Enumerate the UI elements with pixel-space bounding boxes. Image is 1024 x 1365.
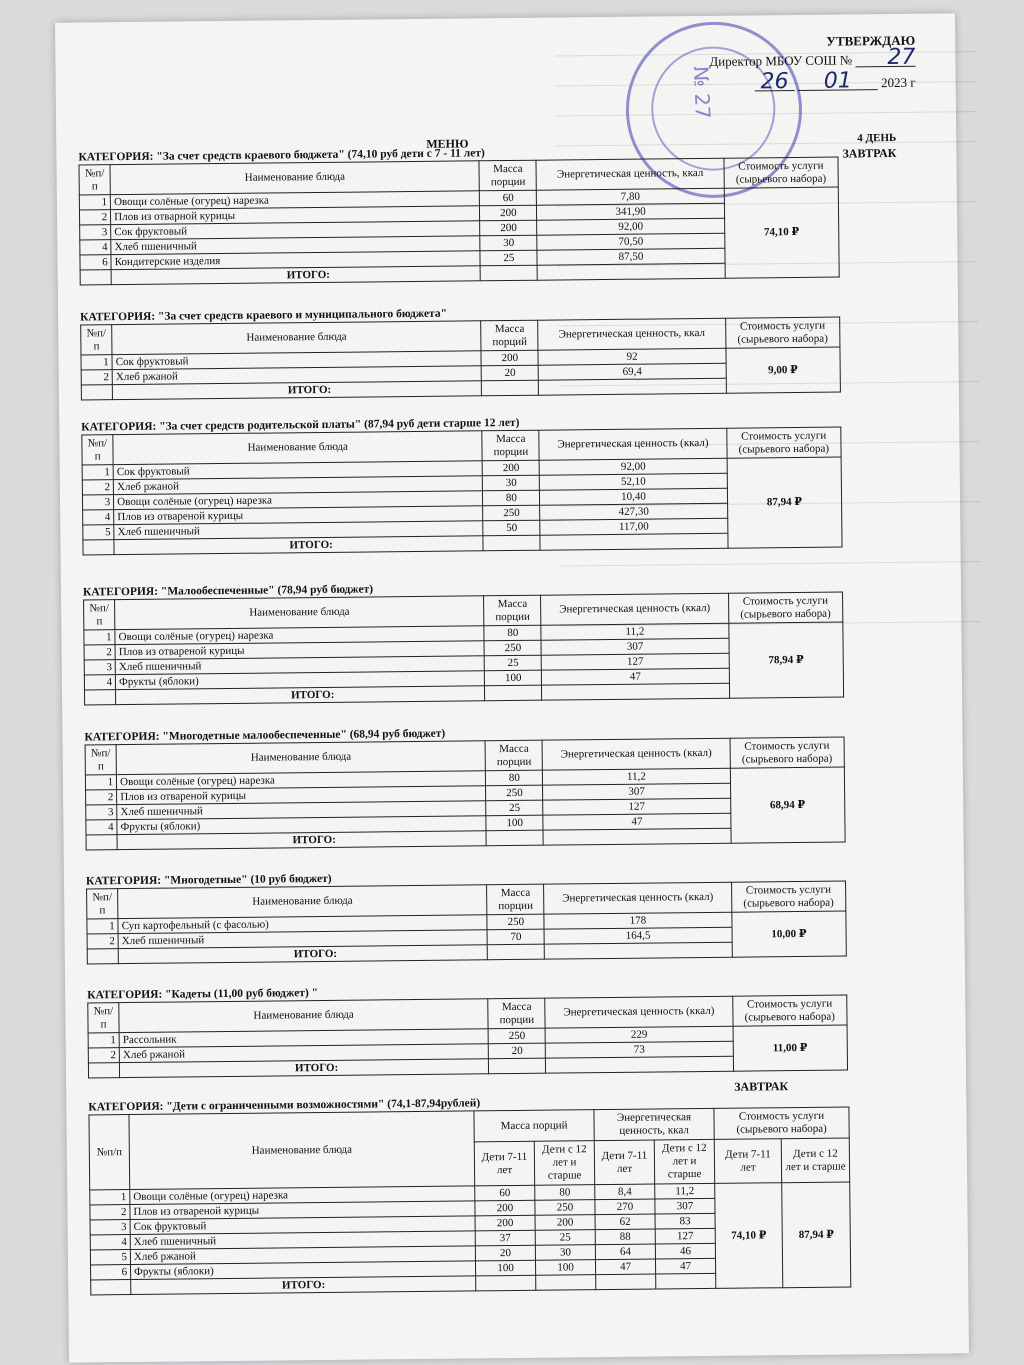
energy-value: 92,00 — [540, 458, 727, 475]
day-label: 4 ДЕНЬ — [857, 131, 897, 145]
row-number: 4 — [83, 510, 114, 525]
section-title: КАТЕГОРИЯ: "За счет средств краевого и муниципального бюджета" — [80, 307, 448, 324]
col-energy: Энергетическая ценность, ккал — [594, 1108, 714, 1140]
service-cost: 9,00 ₽ — [726, 347, 841, 393]
col-energy: Энергетическая ценность, ккал — [538, 318, 725, 350]
dish-name: Хлеб пшеничный — [115, 656, 484, 675]
row-number: 5 — [83, 525, 114, 540]
col-num: №п/п — [84, 600, 115, 630]
service-cost: 74,10 ₽ — [724, 187, 839, 278]
energy-age1: 47 — [595, 1259, 655, 1275]
total-label: ИТОГО: — [117, 831, 486, 850]
approval-director-label: Директор МБОУ СОШ № — [709, 52, 853, 69]
row-number: 2 — [81, 370, 112, 385]
col-energy: Энергетическая ценность (ккал) — [543, 738, 730, 770]
energy-age2: 307 — [655, 1198, 715, 1214]
row-number: 6 — [91, 1265, 131, 1280]
row-number: 1 — [82, 465, 113, 480]
portion-mass: 100 — [485, 670, 542, 686]
row-number: 1 — [85, 775, 116, 790]
row-number: 3 — [90, 1220, 130, 1235]
dish-name: Плов из отварной курицы — [111, 206, 480, 225]
portion-mass: 25 — [480, 250, 537, 266]
row-number: 2 — [88, 1048, 119, 1063]
portion-mass: 250 — [483, 505, 540, 521]
total-label: ИТОГО: — [131, 1276, 476, 1295]
col-name: Наименование блюда — [115, 596, 484, 630]
col-name: Наименование блюда — [129, 1111, 475, 1190]
approval-block — [709, 32, 916, 93]
dish-name: Хлеб пшеничный — [118, 930, 487, 949]
col-energy: Энергетическая ценность (ккал) — [539, 428, 726, 460]
row-number: 3 — [82, 495, 113, 510]
col-mass: Масса порции — [488, 998, 545, 1029]
portion-mass: 100 — [486, 815, 543, 831]
energy-value: 47 — [542, 668, 729, 685]
col-mass: Масса порции — [479, 160, 536, 191]
mass-age1: 200 — [475, 1215, 535, 1231]
menu-section — [83, 578, 844, 706]
col-cost: Стоимость услуги (сырьевого набора) — [725, 317, 840, 348]
energy-value: 69,4 — [539, 363, 726, 380]
portion-mass: 25 — [486, 800, 543, 816]
dish-name: Овощи солёные (огурец) нарезка — [114, 491, 483, 510]
energy-value: 117,00 — [540, 518, 727, 535]
total-label: ИТОГО: — [116, 686, 485, 705]
dish-name: Фрукты (яблоки) — [117, 816, 486, 835]
energy-value: 229 — [546, 1026, 733, 1043]
dish-name: Плов из отвареной курицы — [114, 506, 483, 525]
col-mass: Масса порций — [474, 1110, 594, 1142]
dish-name: Плов из отвареной курицы — [117, 786, 486, 805]
menu-table — [85, 737, 846, 851]
col-mass: Масса порции — [485, 740, 542, 771]
row-number: 4 — [84, 675, 115, 690]
row-number: 4 — [90, 1235, 130, 1250]
row-number: 2 — [86, 790, 117, 805]
dish-name: Рассольник — [119, 1029, 488, 1048]
service-cost: 87,94 ₽ — [727, 457, 842, 548]
menu-section — [80, 303, 841, 401]
menu-section — [86, 867, 847, 965]
school-number: 27 — [855, 49, 915, 68]
energy-age2: 127 — [655, 1228, 715, 1244]
mass-age2: 80 — [535, 1185, 595, 1201]
section-title: КАТЕГОРИЯ: "Многодетные" (10 руб бюджет) — [85, 872, 332, 888]
section-title: КАТЕГОРИЯ: "За счет средств родительской платы" (87,94 руб дети старше 12 лет) — [81, 416, 520, 434]
col-mass: Масса порции — [482, 430, 539, 461]
row-number: 1 — [81, 355, 112, 370]
portion-mass: 250 — [486, 785, 543, 801]
col-age1: Дети 7-11 лет — [714, 1139, 781, 1184]
energy-value: 11,2 — [541, 623, 728, 640]
portion-mass: 80 — [486, 770, 543, 786]
dish-name: Хлеб пшеничный — [117, 801, 486, 820]
row-number: 1 — [84, 630, 115, 645]
menu-table — [78, 157, 839, 286]
date-day: 26 — [754, 73, 794, 91]
portion-mass: 20 — [489, 1043, 546, 1059]
energy-age1: 88 — [595, 1229, 655, 1245]
mass-age1: 20 — [475, 1245, 535, 1261]
row-number: 2 — [87, 934, 118, 949]
energy-value: 127 — [543, 798, 730, 815]
portion-mass: 200 — [480, 205, 537, 221]
col-name: Наименование блюда — [118, 885, 487, 919]
row-number: 3 — [84, 660, 115, 675]
portion-mass: 200 — [480, 220, 537, 236]
menu-table — [87, 995, 848, 1079]
energy-value: 47 — [543, 813, 730, 830]
dish-name: Овощи солёные (огурец) нарезка — [117, 771, 486, 790]
energy-value: 11,2 — [543, 768, 730, 785]
dish-name: Овощи солёные (огурец) нарезка — [130, 1186, 475, 1205]
energy-age1: 270 — [595, 1199, 655, 1215]
dish-name: Фрукты (яблоки) — [131, 1261, 476, 1280]
row-number: 1 — [79, 195, 110, 210]
col-age2: Дети с 12 лет и старше — [534, 1141, 594, 1186]
stamp-text: № 27 — [688, 65, 716, 120]
portion-mass: 30 — [480, 235, 537, 251]
approval-title: УТВЕРЖДАЮ — [826, 32, 916, 49]
menu-table — [80, 317, 841, 401]
row-number: 4 — [86, 820, 117, 835]
portion-mass: 30 — [483, 475, 540, 491]
col-age2: Дети с 12 лет и старше — [781, 1138, 849, 1183]
date-month: 01 — [798, 72, 878, 91]
energy-value: 307 — [541, 638, 728, 655]
mass-age2: 30 — [535, 1245, 595, 1261]
mass-age2: 100 — [535, 1260, 595, 1276]
row-number: 1 — [88, 1033, 119, 1048]
energy-value: 341,90 — [537, 203, 724, 220]
service-cost: 78,94 ₽ — [728, 622, 843, 698]
section-title: КАТЕГОРИЯ: "Кадеты (11,00 руб бюджет) " — [87, 987, 319, 1002]
energy-age2: 11,2 — [655, 1183, 715, 1199]
portion-mass: 80 — [483, 490, 540, 506]
mass-age1: 100 — [475, 1260, 535, 1276]
row-number: 3 — [80, 225, 111, 240]
mass-age1: 60 — [475, 1185, 535, 1201]
last-meal-label: ЗАВТРАК — [734, 1079, 789, 1094]
row-number: 2 — [90, 1205, 130, 1220]
energy-value: 178 — [544, 912, 731, 929]
portion-mass: 70 — [487, 929, 544, 945]
dish-name: Сок фруктовый — [111, 221, 480, 240]
col-num: №п/п — [82, 435, 113, 465]
col-mass: Масса порций — [481, 320, 538, 351]
total-label: ИТОГО: — [112, 381, 481, 400]
col-age2: Дети с 12 лет и старше — [654, 1139, 714, 1184]
dish-name: Хлеб ржаной — [113, 476, 482, 495]
dish-name: Хлеб пшеничный — [130, 1231, 475, 1250]
dish-name: Сок фруктовый — [130, 1216, 475, 1235]
portion-mass: 200 — [481, 350, 538, 366]
energy-value: 127 — [542, 653, 729, 670]
total-label: ИТОГО: — [111, 266, 480, 285]
portion-mass: 60 — [480, 190, 537, 206]
energy-value: 73 — [546, 1041, 733, 1058]
menu-table — [81, 427, 842, 556]
total-label: ИТОГО: — [118, 945, 487, 964]
portion-mass: 250 — [484, 640, 541, 656]
energy-age1: 8,4 — [595, 1184, 655, 1200]
col-age1: Дети 7-11 лет — [594, 1140, 654, 1185]
energy-age1: 64 — [595, 1244, 655, 1260]
col-cost: Стоимость услуги (сырьевого набора) — [730, 737, 845, 768]
row-number: 1 — [90, 1190, 130, 1205]
dish-name: Хлеб ржаной — [119, 1044, 488, 1063]
col-name: Наименование блюда — [116, 741, 485, 775]
dish-name: Хлеб ржаной — [112, 366, 481, 385]
col-cost: Стоимость услуги (сырьевого набора) — [732, 995, 847, 1026]
col-name: Наименование блюда — [112, 321, 481, 355]
row-number: 3 — [86, 805, 117, 820]
dish-name: Суп картофельный (с фасолью) — [118, 915, 487, 934]
col-cost: Стоимость услуги (сырьевого набора) — [726, 427, 841, 458]
energy-value: 92 — [538, 348, 725, 365]
date-year: 2023 г — [881, 74, 916, 91]
col-num: №п/п — [79, 165, 110, 195]
energy-age2: 46 — [655, 1243, 715, 1259]
col-energy: Энергетическая ценность (ккал) — [545, 996, 732, 1028]
col-mass: Масса порции — [484, 595, 541, 626]
dish-name: Фрукты (яблоки) — [116, 671, 485, 690]
portion-mass: 25 — [484, 655, 541, 671]
section-title: КАТЕГОРИЯ: "Малообеспеченные" (78,94 руб бюджет) — [82, 583, 374, 599]
row-number: 1 — [87, 919, 118, 934]
total-label: ИТОГО: — [114, 536, 483, 555]
service-cost-age2: 87,94 ₽ — [782, 1182, 851, 1288]
energy-value: 87,50 — [537, 248, 724, 265]
col-energy: Энергетическая ценность, ккал — [536, 158, 723, 190]
section-title: КАТЕГОРИЯ: "Многодетные малообеспеченные" (68,94 руб бюджет) — [84, 727, 446, 744]
dish-name: Сок фруктовый — [113, 461, 482, 480]
service-cost: 68,94 ₽ — [730, 767, 845, 843]
dish-name: Плов из отвареной курицы — [130, 1201, 475, 1220]
row-number: 5 — [90, 1250, 130, 1265]
total-label: ИТОГО: — [120, 1059, 489, 1078]
dish-name: Хлеб ржаной — [130, 1246, 475, 1265]
approval-director — [709, 44, 916, 71]
mass-age2: 250 — [535, 1200, 595, 1216]
mass-age2: 200 — [535, 1215, 595, 1231]
menu-section — [84, 723, 845, 851]
menu-section — [78, 143, 839, 286]
dish-name: Овощи солёные (огурец) нарезка — [115, 626, 484, 645]
energy-value: 427,30 — [540, 503, 727, 520]
energy-value: 70,50 — [537, 233, 724, 250]
mass-age1: 200 — [475, 1200, 535, 1216]
energy-age2: 47 — [655, 1258, 715, 1274]
service-cost: 11,00 ₽ — [733, 1025, 848, 1071]
energy-age2: 83 — [655, 1213, 715, 1229]
dish-name: Кондитерские изделия — [111, 251, 480, 270]
service-cost-age1: 74,10 ₽ — [715, 1183, 783, 1289]
col-name: Наименование блюда — [119, 999, 488, 1033]
col-name: Наименование блюда — [113, 431, 482, 465]
dish-name: Хлеб пшеничный — [111, 236, 480, 255]
col-energy: Энергетическая ценность (ккал) — [544, 882, 731, 914]
dish-name: Хлеб пшеничный — [114, 521, 483, 540]
col-num: №п/п — [89, 1115, 130, 1190]
col-num: №п/п — [85, 745, 116, 775]
menu-section — [87, 981, 848, 1079]
meal-label: ЗАВТРАК — [842, 145, 897, 161]
dish-name: Овощи солёные (огурец) нарезка — [110, 191, 479, 210]
energy-value: 10,40 — [540, 488, 727, 505]
energy-age1: 62 — [595, 1214, 655, 1230]
col-num: №п/п — [81, 325, 112, 355]
section-title: КАТЕГОРИЯ: "Дети с ограниченными возможностями" (74,1-87,94рублей) — [88, 1097, 481, 1114]
mass-age1: 37 — [475, 1230, 535, 1246]
portion-mass: 50 — [483, 520, 540, 536]
col-cost: Стоимость услуги (сырьевого набора) — [731, 881, 846, 912]
service-cost: 10,00 ₽ — [731, 911, 846, 957]
col-num: №п/п — [87, 889, 118, 919]
menu-section — [81, 413, 842, 556]
menu-table — [86, 881, 847, 965]
row-number: 6 — [80, 255, 111, 270]
portion-mass: 80 — [484, 625, 541, 641]
portion-mass: 250 — [488, 1028, 545, 1044]
col-cost: Стоимость услуги (сырьевого набора) — [714, 1107, 849, 1139]
document-page — [55, 13, 969, 1362]
row-number: 4 — [80, 240, 111, 255]
menu-title: МЕНЮ — [426, 136, 469, 151]
portion-mass: 250 — [487, 914, 544, 930]
menu-table — [88, 1106, 851, 1295]
col-energy: Энергетическая ценность (ккал) — [541, 593, 728, 625]
col-num: №п/п — [88, 1003, 119, 1033]
dish-name: Плов из отвареной курицы — [115, 641, 484, 660]
row-number: 2 — [82, 480, 113, 495]
section-title: КАТЕГОРИЯ: "За счет средств краевого бюджета" (74,10 руб дети с 7 - 11 лет) — [78, 147, 485, 164]
col-mass: Масса порции — [487, 884, 544, 915]
section-special-needs — [88, 1079, 850, 1296]
portion-mass: 200 — [482, 460, 539, 476]
row-number: 2 — [79, 210, 110, 225]
col-name: Наименование блюда — [110, 161, 479, 195]
energy-value: 7,80 — [537, 188, 724, 205]
mass-age2: 25 — [535, 1230, 595, 1246]
menu-table — [83, 592, 844, 706]
energy-value: 52,10 — [540, 473, 727, 490]
dish-name: Сок фруктовый — [112, 351, 481, 370]
col-age1: Дети 7-11 лет — [474, 1141, 534, 1186]
col-cost: Стоимость услуги (сырьевого набора) — [724, 157, 839, 188]
energy-value: 92,00 — [537, 218, 724, 235]
energy-value: 164,5 — [544, 927, 731, 944]
col-cost: Стоимость услуги (сырьевого набора) — [728, 592, 843, 623]
portion-mass: 20 — [481, 365, 538, 381]
row-number: 2 — [84, 645, 115, 660]
approval-date — [709, 68, 916, 95]
energy-value: 307 — [543, 783, 730, 800]
